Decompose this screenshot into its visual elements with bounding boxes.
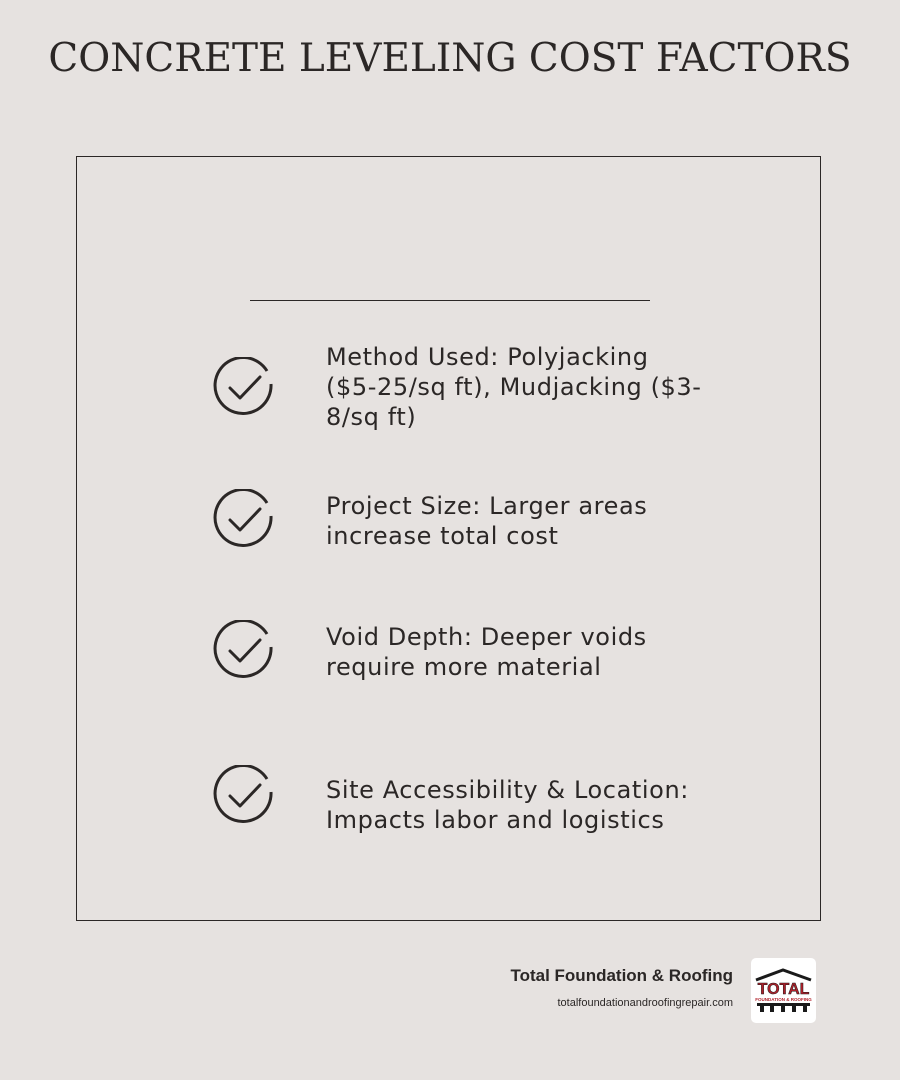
brand-url: totalfoundationandroofingrepair.com xyxy=(557,997,733,1009)
svg-text:FOUNDATION & ROOFING: FOUNDATION & ROOFING xyxy=(755,997,812,1002)
logo-image xyxy=(751,958,816,1023)
check-circle-icon xyxy=(213,357,275,419)
item-text: Method Used: Polyjacking ($5-25/sq ft), Mudjacking ($3-8/sq ft) xyxy=(326,343,702,431)
check-circle-icon xyxy=(213,489,275,551)
brand-logo xyxy=(751,958,816,1023)
svg-text:TOTAL: TOTAL xyxy=(757,981,810,998)
check-circle-icon xyxy=(213,620,275,682)
divider xyxy=(250,300,650,301)
check-circle-icon xyxy=(213,765,275,827)
item-text: Void Depth: Deeper voids require more material xyxy=(326,623,647,681)
brand-name: Total Foundation & Roofing xyxy=(510,966,733,985)
page-title: CONCRETE LEVELING COST FACTORS xyxy=(48,36,852,81)
item-text: Project Size: Larger areas increase total cost xyxy=(326,492,648,550)
item-text: Site Accessibility & Location: Impacts labor and logistics xyxy=(326,776,689,834)
